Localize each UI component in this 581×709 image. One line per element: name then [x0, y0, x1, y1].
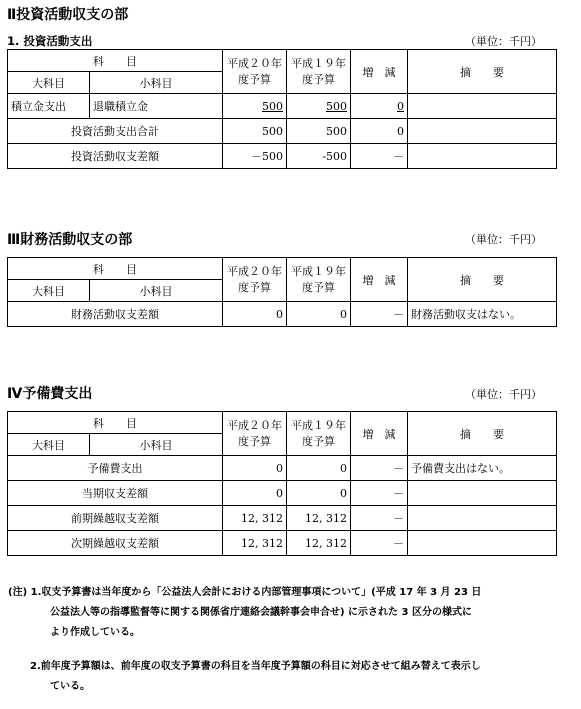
h19-header: 平成１９年度予算	[287, 258, 351, 302]
section4-table	[7, 411, 557, 556]
h19-header: 平成１９年度予算	[287, 50, 351, 94]
section3-table	[7, 257, 557, 327]
table-row	[8, 119, 557, 144]
h20-cell: 500	[223, 119, 287, 144]
dai-cell: 積立金支出	[8, 94, 90, 119]
h19-cell: 0	[287, 481, 351, 506]
shokamoku-header: 小科目	[90, 280, 223, 302]
h20-cell: 500	[262, 99, 283, 113]
section3-title: Ⅲ財務活動収支の部	[7, 232, 133, 248]
table-row	[8, 144, 557, 169]
label-cell: 当期収支差額	[8, 481, 223, 506]
daikamoku-header: 大科目	[8, 280, 90, 302]
section4-title: Ⅳ予備費支出	[7, 386, 93, 402]
zougen-cell: 0	[397, 99, 404, 113]
section2-table	[7, 49, 557, 169]
tekiyou-cell: 予備費支出はない。	[408, 456, 557, 481]
note-line: (注) 1.収支予算書は当年度から「公益法人会計における内部管理事項について」(平成 17 年 3 月 23 日	[8, 587, 482, 598]
label-cell: 投資活動支出合計	[8, 119, 223, 144]
tekiyou-cell	[408, 144, 557, 169]
zougen-cell: －	[351, 302, 408, 327]
table-header-row	[8, 258, 557, 280]
table-row	[8, 481, 557, 506]
table-row	[8, 531, 557, 556]
tekiyou-cell	[408, 119, 557, 144]
tekiyou-cell	[408, 506, 557, 531]
h20-cell: 0	[223, 302, 287, 327]
h20-cell: 12, 312	[223, 531, 287, 556]
label-cell: 次期繰越収支差額	[8, 531, 223, 556]
h19-cell: 12, 312	[287, 506, 351, 531]
zougen-cell: 0	[351, 119, 408, 144]
h19-cell: 0	[287, 302, 351, 327]
section2-subtitle: 1. 投資活動支出	[7, 34, 93, 48]
h19-cell: 12, 312	[287, 531, 351, 556]
tekiyou-cell	[408, 94, 557, 119]
zougen-header: 増 減	[351, 258, 408, 302]
h19-cell: -500	[287, 144, 351, 169]
h19-cell: 500	[287, 119, 351, 144]
zougen-header: 増 減	[351, 50, 408, 94]
label-cell: 予備費支出	[8, 456, 223, 481]
note-line: 公益法人等の指導監督等に関する関係省庁連絡会議幹事会申合せ) に示された 3 区分の様式に	[50, 607, 472, 618]
section4-unit: （単位：千円）	[465, 388, 542, 401]
label-cell: 投資活動収支差額	[8, 144, 223, 169]
h19-cell: 500	[326, 99, 347, 113]
table-row	[8, 302, 557, 327]
section3-unit: （単位：千円）	[465, 233, 542, 246]
note-line: 2.前年度予算額は、前年度の収支予算書の科目を当年度予算額の科目に対応させて組み替えて表示し	[30, 661, 481, 672]
section2-unit: （単位：千円）	[465, 35, 542, 48]
h20-cell: 0	[223, 456, 287, 481]
h20-header: 平成２０年度予算	[223, 258, 287, 302]
zougen-cell: －	[351, 506, 408, 531]
tekiyou-header: 摘 要	[408, 412, 557, 456]
table-row	[8, 456, 557, 481]
shokamoku-header: 小科目	[90, 434, 223, 456]
table-row	[8, 94, 557, 119]
tekiyou-cell: 財務活動収支はない。	[408, 302, 557, 327]
h20-header: 平成２０年度予算	[223, 50, 287, 94]
daikamoku-header: 大科目	[8, 72, 90, 94]
note-line: より作成している。	[50, 627, 140, 638]
table-row	[8, 506, 557, 531]
h19-cell: 0	[287, 456, 351, 481]
h20-cell: 0	[223, 481, 287, 506]
tekiyou-header: 摘 要	[408, 258, 557, 302]
zougen-header: 増 減	[351, 412, 408, 456]
h20-header: 平成２０年度予算	[223, 412, 287, 456]
shokamoku-header: 小科目	[90, 72, 223, 94]
kamoku-header: 科 目	[8, 50, 223, 72]
note-line: ている。	[50, 681, 90, 692]
table-header-row	[8, 50, 557, 72]
tekiyou-header: 摘 要	[408, 50, 557, 94]
zougen-cell: －	[351, 531, 408, 556]
daikamoku-header: 大科目	[8, 434, 90, 456]
zougen-cell: －	[351, 456, 408, 481]
kamoku-header: 科 目	[8, 258, 223, 280]
tekiyou-cell	[408, 481, 557, 506]
kamoku-header: 科 目	[8, 412, 223, 434]
h20-cell: 12, 312	[223, 506, 287, 531]
table-header-row	[8, 412, 557, 434]
zougen-cell: －	[351, 481, 408, 506]
sho-cell: 退職積立金	[90, 94, 223, 119]
tekiyou-cell	[408, 531, 557, 556]
label-cell: 財務活動収支差額	[8, 302, 223, 327]
h19-header: 平成１９年度予算	[287, 412, 351, 456]
section2-title: Ⅱ投資活動収支の部	[7, 7, 129, 23]
zougen-cell: －	[351, 144, 408, 169]
h20-cell: －500	[223, 144, 287, 169]
label-cell: 前期繰越収支差額	[8, 506, 223, 531]
notes	[8, 583, 481, 697]
